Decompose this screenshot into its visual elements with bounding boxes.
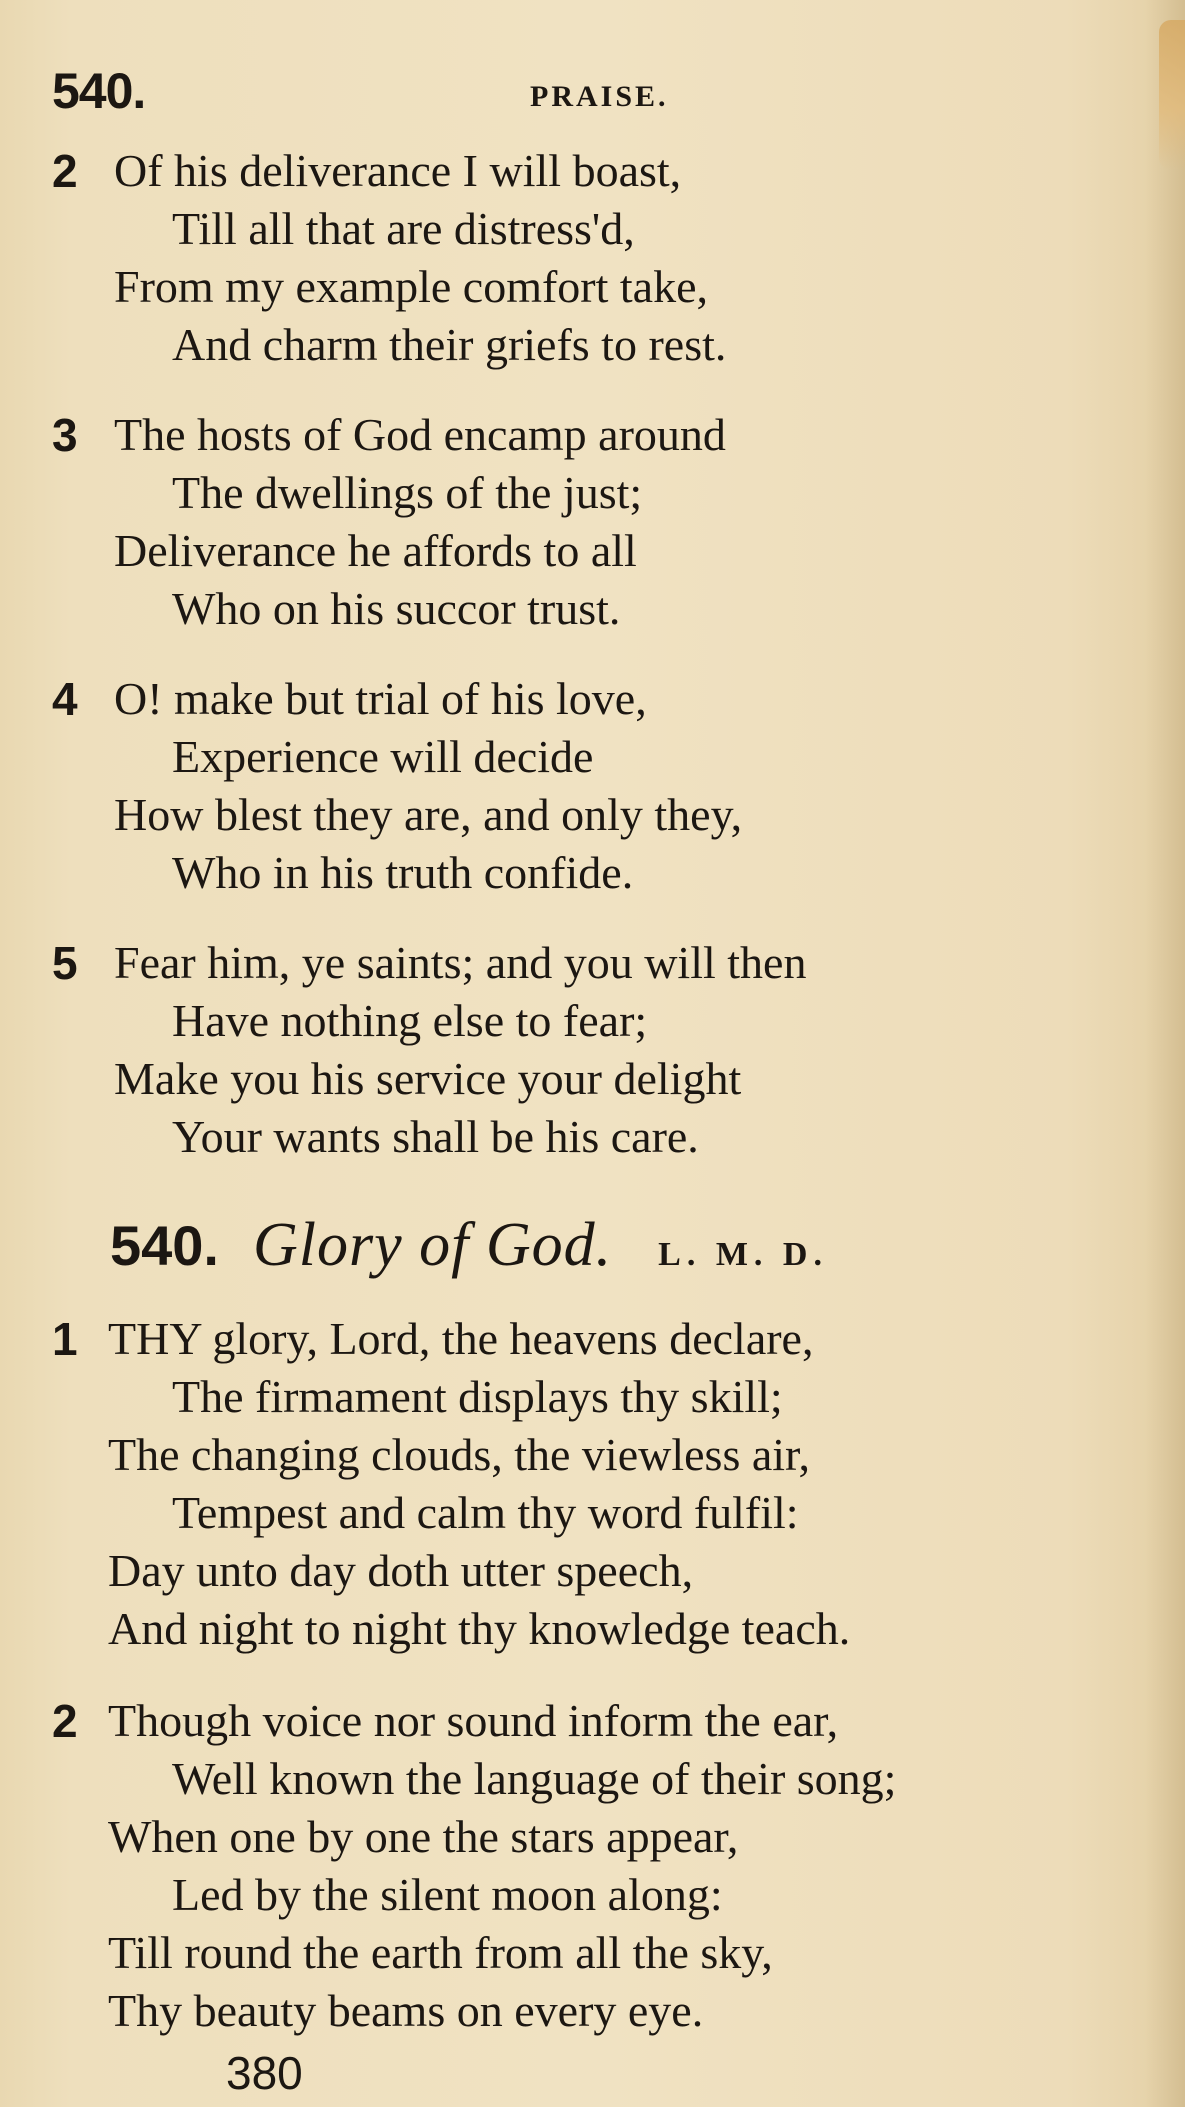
stanza-number: 2	[52, 145, 78, 197]
page-edge-shadow	[1145, 0, 1185, 2107]
verse-line: THY glory, Lord, the heavens declare,	[108, 1313, 814, 1364]
hymn-heading	[110, 1210, 828, 1290]
verse-line: How blest they are, and only they,	[114, 789, 743, 840]
hymn-meter: L. M. D.	[658, 1236, 828, 1273]
verse-line: And night to night thy knowledge teach.	[108, 1603, 851, 1654]
verse-line: O! make but trial of his love,	[114, 673, 647, 724]
verse-line: From my example comfort take,	[114, 261, 709, 312]
verse-line: Who in his truth confide.	[172, 847, 634, 898]
verse-line: The dwellings of the just;	[172, 467, 643, 518]
stanza-number: 4	[52, 673, 78, 725]
verse-line: When one by one the stars appear,	[108, 1811, 739, 1862]
footer-page-number: 380	[226, 2047, 303, 2099]
header-hymn-number: 540.	[52, 63, 146, 119]
verse-line: Your wants shall be his care.	[172, 1111, 699, 1162]
hymn-title: Glory of God.	[253, 1211, 613, 1279]
stanza-number: 1	[52, 1313, 78, 1365]
stanza-number: 5	[52, 937, 78, 989]
hymn-number: 540.	[110, 1214, 219, 1277]
verse-line: And charm their griefs to rest.	[172, 319, 727, 370]
running-header	[52, 62, 1132, 128]
verse-line: Till all that are distress'd,	[172, 203, 635, 254]
verse-line: Fear him, ye saints; and you will then	[114, 937, 807, 988]
verse-line: Day unto day doth utter speech,	[108, 1545, 694, 1596]
verse-line: Deliverance he affords to all	[114, 525, 637, 576]
verse-line: Tempest and calm thy word fulfil:	[172, 1487, 799, 1538]
verse-line: Well known the language of their song;	[172, 1753, 897, 1804]
verse-line: Of his deliverance I will boast,	[114, 145, 682, 196]
verse-line: Led by the silent moon along:	[172, 1869, 723, 1920]
verse-line: Experience will decide	[172, 731, 594, 782]
verse-line: Make you his service your delight	[114, 1053, 742, 1104]
stanza-number: 3	[52, 409, 78, 461]
page-stain	[1159, 20, 1185, 170]
stanza-number: 2	[52, 1695, 78, 1747]
verse-line: Though voice nor sound inform the ear,	[108, 1695, 839, 1746]
verse-line: Till round the earth from all the sky,	[108, 1927, 773, 1978]
verse-line: Thy beauty beams on every eye.	[108, 1985, 704, 2036]
verse-line: The hosts of God encamp around	[114, 409, 726, 460]
verse-line: The firmament displays thy skill;	[172, 1371, 783, 1422]
verse-line: The changing clouds, the viewless air,	[108, 1429, 811, 1480]
header-section-title: PRAISE.	[530, 80, 669, 113]
verse-line: Have nothing else to fear;	[172, 995, 648, 1046]
verse-line: Who on his succor trust.	[172, 583, 621, 634]
